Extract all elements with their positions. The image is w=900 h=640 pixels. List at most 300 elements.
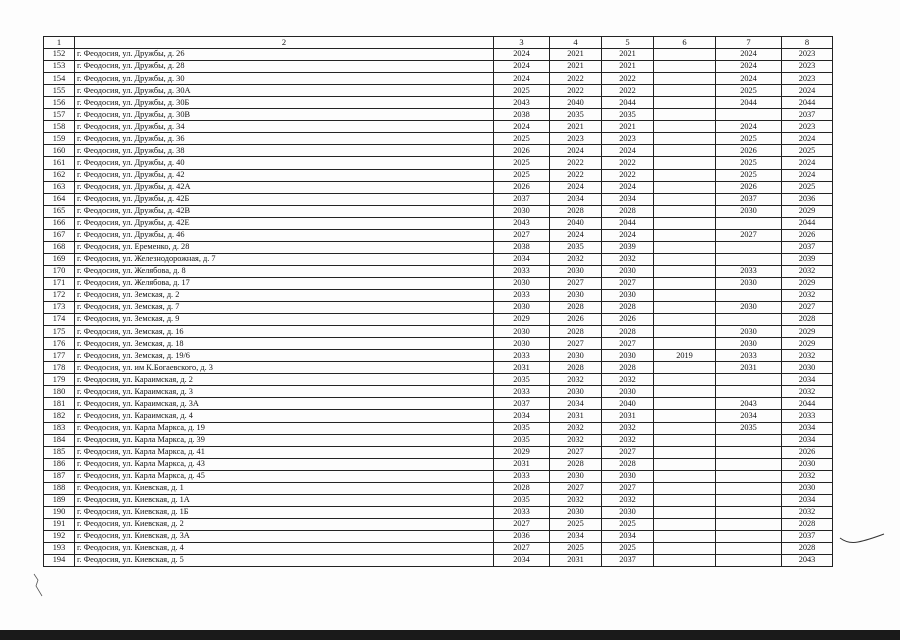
year-cell-7: 2025	[716, 133, 782, 145]
year-cell-7: 2025	[716, 85, 782, 97]
year-cell-8: 2037	[782, 241, 833, 253]
year-cell-4: 2030	[550, 350, 602, 362]
year-cell-3: 2030	[494, 205, 550, 217]
year-cell-7	[716, 506, 782, 518]
year-cell-3: 2035	[494, 374, 550, 386]
year-cell-8: 2032	[782, 350, 833, 362]
row-number: 191	[44, 518, 75, 530]
year-cell-4: 2024	[550, 145, 602, 157]
table-row	[44, 555, 833, 567]
year-cell-7	[716, 482, 782, 494]
year-cell-5: 2035	[602, 109, 654, 121]
table-row	[44, 506, 833, 518]
row-number: 185	[44, 446, 75, 458]
year-cell-6	[654, 338, 716, 350]
year-cell-3: 2043	[494, 97, 550, 109]
year-cell-5: 2025	[602, 518, 654, 530]
table-row	[44, 133, 833, 145]
year-cell-7	[716, 109, 782, 121]
year-cell-5: 2028	[602, 205, 654, 217]
year-cell-6	[654, 446, 716, 458]
year-cell-7	[716, 374, 782, 386]
table-row	[44, 422, 833, 434]
address-cell: г. Феодосия, ул. Дружбы, д. 36	[75, 133, 494, 145]
year-cell-7: 2030	[716, 205, 782, 217]
year-cell-8: 2024	[782, 133, 833, 145]
year-cell-5: 2037	[602, 555, 654, 567]
year-cell-3: 2024	[494, 73, 550, 85]
year-cell-3: 2027	[494, 542, 550, 554]
year-cell-8: 2037	[782, 530, 833, 542]
year-cell-8: 2029	[782, 205, 833, 217]
year-cell-6	[654, 542, 716, 554]
year-cell-4: 2028	[550, 362, 602, 374]
year-cell-6	[654, 470, 716, 482]
year-cell-5: 2027	[602, 338, 654, 350]
row-number: 164	[44, 193, 75, 205]
row-number: 165	[44, 205, 75, 217]
year-cell-3: 2035	[494, 494, 550, 506]
header-row	[44, 37, 833, 49]
address-cell: г. Феодосия, ул. Железнодорожная, д. 7	[75, 253, 494, 265]
year-cell-7: 2030	[716, 326, 782, 338]
address-cell: г. Феодосия, ул. Земская, д. 7	[75, 302, 494, 314]
address-cell: г. Феодосия, ул. Киевская, д. 4	[75, 542, 494, 554]
year-cell-6	[654, 217, 716, 229]
address-cell: г. Феодосия, ул. Караимская, д. 2	[75, 374, 494, 386]
row-number: 192	[44, 530, 75, 542]
table-row	[44, 217, 833, 229]
year-cell-8: 2044	[782, 217, 833, 229]
year-cell-5: 2026	[602, 314, 654, 326]
year-cell-4: 2021	[550, 61, 602, 73]
table-row	[44, 338, 833, 350]
year-cell-6	[654, 73, 716, 85]
row-number: 155	[44, 85, 75, 97]
column-header: 2	[75, 37, 494, 49]
address-cell: г. Феодосия, ул. Земская, д. 16	[75, 326, 494, 338]
row-number: 152	[44, 49, 75, 61]
year-cell-4: 2030	[550, 506, 602, 518]
year-cell-7	[716, 446, 782, 458]
table-row	[44, 229, 833, 241]
year-cell-5: 2024	[602, 229, 654, 241]
year-cell-5: 2030	[602, 386, 654, 398]
year-cell-5: 2022	[602, 157, 654, 169]
year-cell-7: 2030	[716, 277, 782, 289]
year-cell-7	[716, 555, 782, 567]
year-cell-3: 2024	[494, 61, 550, 73]
year-cell-5: 2027	[602, 482, 654, 494]
address-cell: г. Феодосия, ул. Дружбы, д. 38	[75, 145, 494, 157]
address-cell: г. Феодосия, ул. Желябова, д. 8	[75, 265, 494, 277]
table-row	[44, 446, 833, 458]
column-header: 8	[782, 37, 833, 49]
row-number: 157	[44, 109, 75, 121]
year-cell-5: 2032	[602, 422, 654, 434]
year-cell-7	[716, 458, 782, 470]
table-row	[44, 193, 833, 205]
year-cell-7	[716, 530, 782, 542]
year-cell-6	[654, 265, 716, 277]
table-row	[44, 49, 833, 61]
table-row	[44, 434, 833, 446]
address-cell: г. Феодосия, ул. Киевская, д. 1	[75, 482, 494, 494]
column-header: 4	[550, 37, 602, 49]
year-cell-3: 2033	[494, 265, 550, 277]
year-cell-3: 2029	[494, 314, 550, 326]
year-cell-4: 2034	[550, 398, 602, 410]
year-cell-6: 2019	[654, 350, 716, 362]
table-row	[44, 530, 833, 542]
year-cell-6	[654, 482, 716, 494]
table-row	[44, 157, 833, 169]
year-cell-6	[654, 121, 716, 133]
year-cell-7: 2025	[716, 157, 782, 169]
row-number: 172	[44, 289, 75, 301]
year-cell-3: 2034	[494, 253, 550, 265]
year-cell-3: 2027	[494, 229, 550, 241]
row-number: 180	[44, 386, 75, 398]
address-cell: г. Феодосия, ул. Карла Маркса, д. 19	[75, 422, 494, 434]
year-cell-7: 2024	[716, 61, 782, 73]
year-cell-3: 2031	[494, 362, 550, 374]
table-row	[44, 494, 833, 506]
address-cell: г. Феодосия, ул. Еременко, д. 28	[75, 241, 494, 253]
table-row	[44, 85, 833, 97]
register-table	[43, 36, 833, 567]
table-row	[44, 542, 833, 554]
year-cell-8: 2023	[782, 61, 833, 73]
address-cell: г. Феодосия, ул. Дружбы, д. 30	[75, 73, 494, 85]
year-cell-4: 2027	[550, 446, 602, 458]
year-cell-7: 2024	[716, 121, 782, 133]
year-cell-4: 2028	[550, 326, 602, 338]
year-cell-8: 2034	[782, 422, 833, 434]
year-cell-4: 2027	[550, 338, 602, 350]
year-cell-6	[654, 253, 716, 265]
year-cell-5: 2032	[602, 494, 654, 506]
address-cell: г. Феодосия, ул. Киевская, д. 2	[75, 518, 494, 530]
year-cell-3: 2035	[494, 422, 550, 434]
year-cell-4: 2024	[550, 181, 602, 193]
address-cell: г. Феодосия, ул. Дружбы, д. 46	[75, 229, 494, 241]
address-cell: г. Феодосия, ул. Земская, д. 19/6	[75, 350, 494, 362]
year-cell-8: 2024	[782, 157, 833, 169]
year-cell-7: 2034	[716, 410, 782, 422]
table-body	[44, 49, 833, 567]
year-cell-8: 2044	[782, 398, 833, 410]
year-cell-5: 2031	[602, 410, 654, 422]
year-cell-5: 2027	[602, 446, 654, 458]
year-cell-5: 2028	[602, 302, 654, 314]
year-cell-3: 2033	[494, 386, 550, 398]
year-cell-5: 2028	[602, 326, 654, 338]
year-cell-8: 2044	[782, 97, 833, 109]
year-cell-3: 2030	[494, 326, 550, 338]
year-cell-3: 2025	[494, 157, 550, 169]
year-cell-5: 2021	[602, 49, 654, 61]
year-cell-3: 2043	[494, 217, 550, 229]
table-row	[44, 277, 833, 289]
row-number: 176	[44, 338, 75, 350]
address-cell: г. Феодосия, ул. Дружбы, д. 42Б	[75, 193, 494, 205]
year-cell-4: 2028	[550, 458, 602, 470]
year-cell-5: 2022	[602, 169, 654, 181]
year-cell-7	[716, 289, 782, 301]
row-number: 182	[44, 410, 75, 422]
column-header: 6	[654, 37, 716, 49]
year-cell-7: 2037	[716, 193, 782, 205]
table-row	[44, 121, 833, 133]
year-cell-3: 2033	[494, 289, 550, 301]
table-row	[44, 314, 833, 326]
year-cell-8: 2037	[782, 109, 833, 121]
address-cell: г. Феодосия, ул. Дружбы, д. 42Е	[75, 217, 494, 229]
year-cell-7	[716, 241, 782, 253]
year-cell-6	[654, 157, 716, 169]
year-cell-6	[654, 434, 716, 446]
year-cell-5: 2044	[602, 217, 654, 229]
address-cell: г. Феодосия, ул. Дружбы, д. 30В	[75, 109, 494, 121]
year-cell-8: 2030	[782, 362, 833, 374]
year-cell-7: 2030	[716, 338, 782, 350]
row-number: 161	[44, 157, 75, 169]
year-cell-4: 2027	[550, 277, 602, 289]
year-cell-6	[654, 85, 716, 97]
year-cell-7	[716, 217, 782, 229]
year-cell-3: 2030	[494, 277, 550, 289]
year-cell-6	[654, 193, 716, 205]
year-cell-7	[716, 314, 782, 326]
table-row	[44, 362, 833, 374]
address-cell: г. Феодосия, ул. Дружбы, д. 42В	[75, 205, 494, 217]
year-cell-6	[654, 326, 716, 338]
table-row	[44, 326, 833, 338]
year-cell-7	[716, 494, 782, 506]
address-cell: г. Феодосия, ул. Караимская, д. 4	[75, 410, 494, 422]
address-cell: г. Феодосия, ул. им К.Богаевского, д. 3	[75, 362, 494, 374]
year-cell-6	[654, 494, 716, 506]
table-row	[44, 97, 833, 109]
row-number: 184	[44, 434, 75, 446]
year-cell-5: 2028	[602, 362, 654, 374]
year-cell-6	[654, 422, 716, 434]
year-cell-4: 2022	[550, 85, 602, 97]
row-number: 179	[44, 374, 75, 386]
year-cell-3: 2028	[494, 482, 550, 494]
row-number: 174	[44, 314, 75, 326]
year-cell-6	[654, 410, 716, 422]
year-cell-4: 2028	[550, 302, 602, 314]
address-cell: г. Феодосия, ул. Дружбы, д. 34	[75, 121, 494, 133]
year-cell-8: 2039	[782, 253, 833, 265]
year-cell-4: 2022	[550, 73, 602, 85]
row-number: 156	[44, 97, 75, 109]
year-cell-4: 2034	[550, 193, 602, 205]
year-cell-8: 2034	[782, 494, 833, 506]
year-cell-3: 2033	[494, 470, 550, 482]
row-number: 169	[44, 253, 75, 265]
row-number: 189	[44, 494, 75, 506]
year-cell-4: 2032	[550, 494, 602, 506]
year-cell-5: 2030	[602, 470, 654, 482]
year-cell-5: 2027	[602, 277, 654, 289]
table-row	[44, 73, 833, 85]
year-cell-4: 2025	[550, 542, 602, 554]
year-cell-8: 2034	[782, 374, 833, 386]
year-cell-8: 2036	[782, 193, 833, 205]
row-number: 159	[44, 133, 75, 145]
year-cell-4: 2031	[550, 555, 602, 567]
table-row	[44, 398, 833, 410]
year-cell-3: 2024	[494, 121, 550, 133]
year-cell-6	[654, 302, 716, 314]
year-cell-7: 2026	[716, 145, 782, 157]
year-cell-5: 2044	[602, 97, 654, 109]
year-cell-8: 2028	[782, 518, 833, 530]
year-cell-8: 2032	[782, 386, 833, 398]
year-cell-6	[654, 386, 716, 398]
year-cell-3: 2024	[494, 49, 550, 61]
year-cell-5: 2032	[602, 253, 654, 265]
address-cell: г. Феодосия, ул. Дружбы, д. 40	[75, 157, 494, 169]
year-cell-6	[654, 518, 716, 530]
row-number: 154	[44, 73, 75, 85]
year-cell-7	[716, 542, 782, 554]
year-cell-8: 2029	[782, 326, 833, 338]
table-row	[44, 289, 833, 301]
year-cell-3: 2034	[494, 555, 550, 567]
year-cell-5: 2040	[602, 398, 654, 410]
table-row	[44, 302, 833, 314]
year-cell-5: 2032	[602, 374, 654, 386]
address-cell: г. Феодосия, ул. Земская, д. 9	[75, 314, 494, 326]
scan-bottom-edge	[0, 630, 900, 640]
table-row	[44, 265, 833, 277]
year-cell-8: 2032	[782, 289, 833, 301]
table-row	[44, 169, 833, 181]
year-cell-8: 2024	[782, 169, 833, 181]
table-row	[44, 253, 833, 265]
row-number: 166	[44, 217, 75, 229]
table-row	[44, 518, 833, 530]
row-number: 187	[44, 470, 75, 482]
address-cell: г. Феодосия, ул. Карла Маркса, д. 43	[75, 458, 494, 470]
year-cell-8: 2032	[782, 506, 833, 518]
year-cell-4: 2028	[550, 205, 602, 217]
year-cell-8: 2023	[782, 121, 833, 133]
year-cell-7: 2024	[716, 73, 782, 85]
year-cell-6	[654, 555, 716, 567]
year-cell-4: 2031	[550, 410, 602, 422]
row-number: 193	[44, 542, 75, 554]
address-cell: г. Феодосия, ул. Киевская, д. 3А	[75, 530, 494, 542]
year-cell-4: 2030	[550, 289, 602, 301]
year-cell-3: 2025	[494, 169, 550, 181]
year-cell-8: 2028	[782, 542, 833, 554]
year-cell-3: 2025	[494, 85, 550, 97]
year-cell-3: 2033	[494, 506, 550, 518]
row-number: 186	[44, 458, 75, 470]
address-cell: г. Феодосия, ул. Караимская, д. 3	[75, 386, 494, 398]
table-row	[44, 241, 833, 253]
table-row	[44, 109, 833, 121]
year-cell-6	[654, 229, 716, 241]
row-number: 177	[44, 350, 75, 362]
year-cell-7	[716, 470, 782, 482]
year-cell-8: 2025	[782, 145, 833, 157]
address-cell: г. Феодосия, ул. Дружбы, д. 28	[75, 61, 494, 73]
year-cell-8: 2026	[782, 229, 833, 241]
year-cell-5: 2025	[602, 542, 654, 554]
year-cell-6	[654, 398, 716, 410]
year-cell-4: 2027	[550, 482, 602, 494]
year-cell-5: 2022	[602, 73, 654, 85]
row-number: 183	[44, 422, 75, 434]
year-cell-5: 2039	[602, 241, 654, 253]
year-cell-5: 2024	[602, 145, 654, 157]
row-number: 158	[44, 121, 75, 133]
year-cell-7	[716, 386, 782, 398]
address-cell: г. Феодосия, ул. Дружбы, д. 42	[75, 169, 494, 181]
year-cell-8: 2043	[782, 555, 833, 567]
address-cell: г. Феодосия, ул. Киевская, д. 1Б	[75, 506, 494, 518]
year-cell-4: 2022	[550, 157, 602, 169]
year-cell-6	[654, 530, 716, 542]
year-cell-5: 2030	[602, 506, 654, 518]
row-number: 167	[44, 229, 75, 241]
year-cell-4: 2024	[550, 229, 602, 241]
address-cell: г. Феодосия, ул. Дружбы, д. 30Б	[75, 97, 494, 109]
table-row	[44, 350, 833, 362]
year-cell-6	[654, 277, 716, 289]
year-cell-8: 2032	[782, 265, 833, 277]
year-cell-3: 2030	[494, 302, 550, 314]
year-cell-5: 2024	[602, 181, 654, 193]
corner-scribble-mark	[30, 572, 50, 600]
year-cell-6	[654, 109, 716, 121]
year-cell-5: 2034	[602, 530, 654, 542]
pen-stroke-mark	[838, 528, 888, 548]
address-cell: г. Феодосия, ул. Карла Маркса, д. 45	[75, 470, 494, 482]
year-cell-4: 2032	[550, 434, 602, 446]
year-cell-4: 2023	[550, 133, 602, 145]
year-cell-3: 2035	[494, 434, 550, 446]
year-cell-4: 2032	[550, 422, 602, 434]
year-cell-4: 2026	[550, 314, 602, 326]
address-cell: г. Феодосия, ул. Дружбы, д. 42А	[75, 181, 494, 193]
year-cell-4: 2021	[550, 121, 602, 133]
row-number: 175	[44, 326, 75, 338]
year-cell-5: 2030	[602, 350, 654, 362]
row-number: 181	[44, 398, 75, 410]
year-cell-8: 2024	[782, 85, 833, 97]
year-cell-6	[654, 145, 716, 157]
row-number: 163	[44, 181, 75, 193]
year-cell-3: 2038	[494, 109, 550, 121]
year-cell-7: 2030	[716, 302, 782, 314]
column-header: 5	[602, 37, 654, 49]
year-cell-8: 2034	[782, 434, 833, 446]
year-cell-3: 2031	[494, 458, 550, 470]
year-cell-6	[654, 97, 716, 109]
year-cell-8: 2023	[782, 49, 833, 61]
year-cell-7: 2043	[716, 398, 782, 410]
row-number: 168	[44, 241, 75, 253]
row-number: 162	[44, 169, 75, 181]
year-cell-4: 2040	[550, 217, 602, 229]
